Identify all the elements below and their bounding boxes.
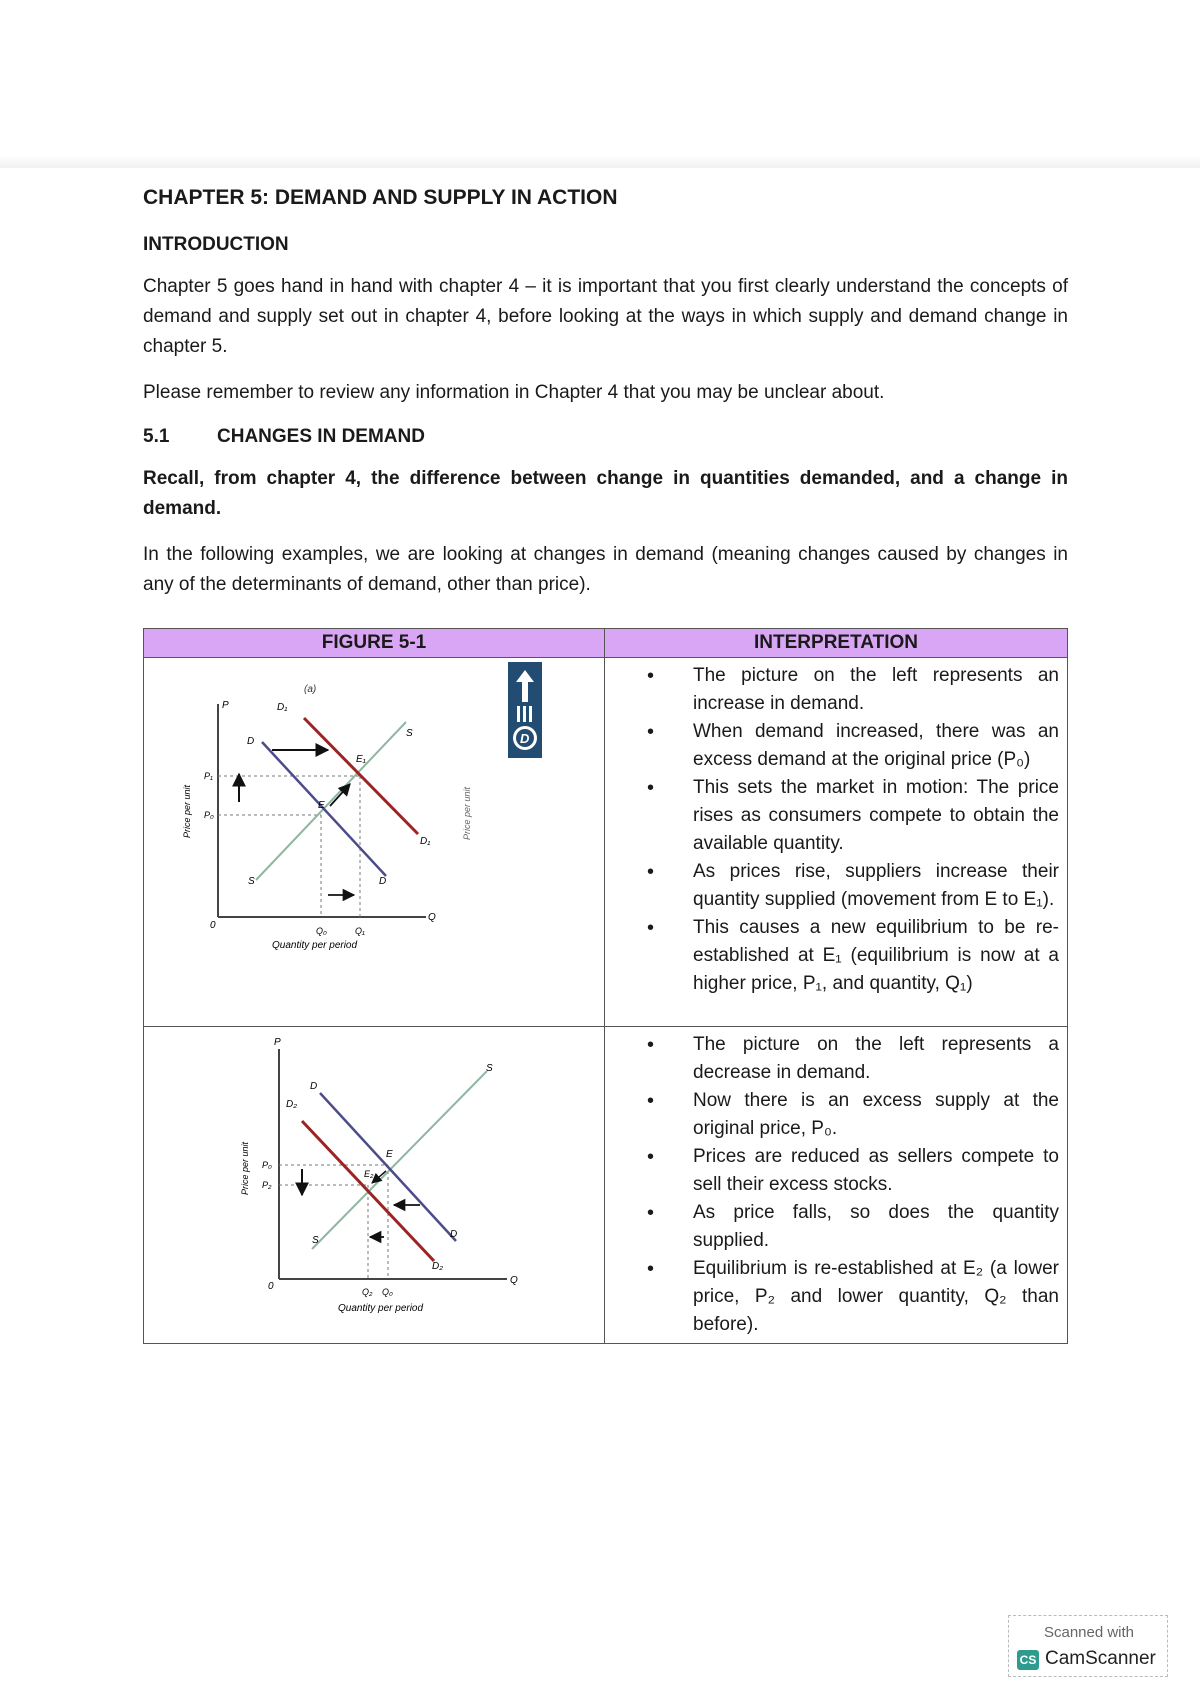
panel-label: (a) [304,684,317,695]
label-d-top: D [310,1081,318,1092]
axis-label-q: Q [428,912,436,923]
label-s-bottom: S [312,1235,319,1246]
label-q2: Q₂ [362,1287,373,1297]
ghost-y-axis-title: Price per unit [462,786,472,840]
document-body [143,178,1068,600]
x-axis-title: Quantity per period [338,1303,424,1314]
interpretation-cell-increase [605,658,1068,1027]
camscanner-watermark [1008,1615,1168,1677]
label-s-bottom: S [248,876,255,887]
label-d-top: D [247,736,255,747]
label-d-bottom: D [379,876,387,887]
scan-top-band [0,0,1200,168]
axis-label-p: P [222,700,229,711]
label-q1: Q₁ [355,926,365,936]
section-number: 5.1 [143,426,170,447]
list-item: • As prices rise, suppliers increase their quantity supplied (movement from E to E₁). [637,858,1059,914]
list-item: • The picture on the left represents an increase in demand. [637,662,1059,718]
chapter-title: CHAPTER 5: DEMAND AND SUPPLY IN ACTION [143,186,618,209]
examples-paragraph: In the following examples, we are looking at changes in demand (meaning changes caused by changes in any of the determinants of demand, other than price). [143,544,1068,595]
label-d2-top: D₂ [286,1099,298,1110]
label-q0: Q₀ [382,1287,393,1297]
label-s-top: S [406,728,413,739]
list-item: • As price falls, so does the quantity supplied. [637,1199,1059,1255]
label-e1: E₁ [356,754,366,765]
origin-label: 0 [210,920,216,931]
demand-increase-graph [144,658,604,1021]
list-item: • This causes a new equilibrium to be re-established at E₁ (equilibrium is now at a higher price, P₁, and quantity, Q₁) [637,914,1059,998]
label-p0: P₀ [262,1160,272,1170]
figure-header: FIGURE 5-1 [144,629,605,658]
camscanner-logo-icon: CS [1017,1650,1039,1670]
reminder-paragraph: Please remember to review any information in Chapter 4 that you may be unclear about. [143,382,885,403]
label-p1: P₁ [204,771,213,781]
label-d1-top: D₁ [277,702,288,713]
interpretation-header: INTERPRETATION [605,629,1068,658]
axis-label-p: P [274,1037,281,1048]
intro-paragraph: Chapter 5 goes hand in hand with chapter 4 – it is important that you first clearly understand the concepts of demand and supply set out in chapter 4, before looking at the ways in which supply and demand change in chapter 5. [143,276,1068,357]
list-item: • When demand increased, there was an excess demand at the original price (P₀) [637,718,1059,774]
d-badge-icon [508,662,542,758]
list-item: • Prices are reduced as sellers compete to sell their excess stocks. [637,1143,1059,1199]
axis-label-q: Q [510,1275,518,1286]
badge-letter: D [520,731,530,746]
figure-table [143,628,1068,1344]
label-d1-bottom: D₁ [420,836,431,847]
y-axis-title: Price per unit [240,1141,250,1195]
list-item: • Now there is an excess supply at the original price, P₀. [637,1087,1059,1143]
label-e: E [318,800,325,811]
scanned-with-text: Scanned with [1043,1624,1135,1641]
intro-heading: INTRODUCTION [143,234,289,255]
interpretation-cell-decrease [605,1027,1068,1344]
label-p2: P₂ [262,1180,272,1190]
origin-label: 0 [268,1281,274,1292]
y-axis-title: Price per unit [182,784,192,838]
section-heading [143,426,1068,448]
recall-paragraph: Recall, from chapter 4, the difference between change in quantities demanded, and a change in demand. [143,468,1068,519]
demand-decrease-graph [144,1027,604,1335]
section-title: CHANGES IN DEMAND [217,426,425,447]
list-item: • Equilibrium is re-established at E₂ (a lower price, P₂ and lower quantity, Q₂ than before). [637,1255,1059,1339]
label-e: E [386,1149,393,1160]
x-axis-title: Quantity per period [272,940,358,951]
graph-cell-decrease [144,1027,605,1344]
label-s-top: S [486,1063,493,1074]
label-d-bottom: D [450,1229,458,1240]
label-d2-bottom: D₂ [432,1261,444,1272]
label-e2: E₂ [364,1169,374,1179]
list-item: • This sets the market in motion: The price rises as consumers compete to obtain the available quantity. [637,774,1059,858]
label-p0: P₀ [204,810,214,820]
list-item: • The picture on the left represents a decrease in demand. [637,1031,1059,1087]
decrease-bullet-list [605,1027,1067,1343]
increase-bullet-list [605,658,1067,1002]
camscanner-text: CamScanner [1045,1648,1156,1669]
label-q0: Q₀ [316,926,327,936]
graph-cell-increase [144,658,605,1027]
